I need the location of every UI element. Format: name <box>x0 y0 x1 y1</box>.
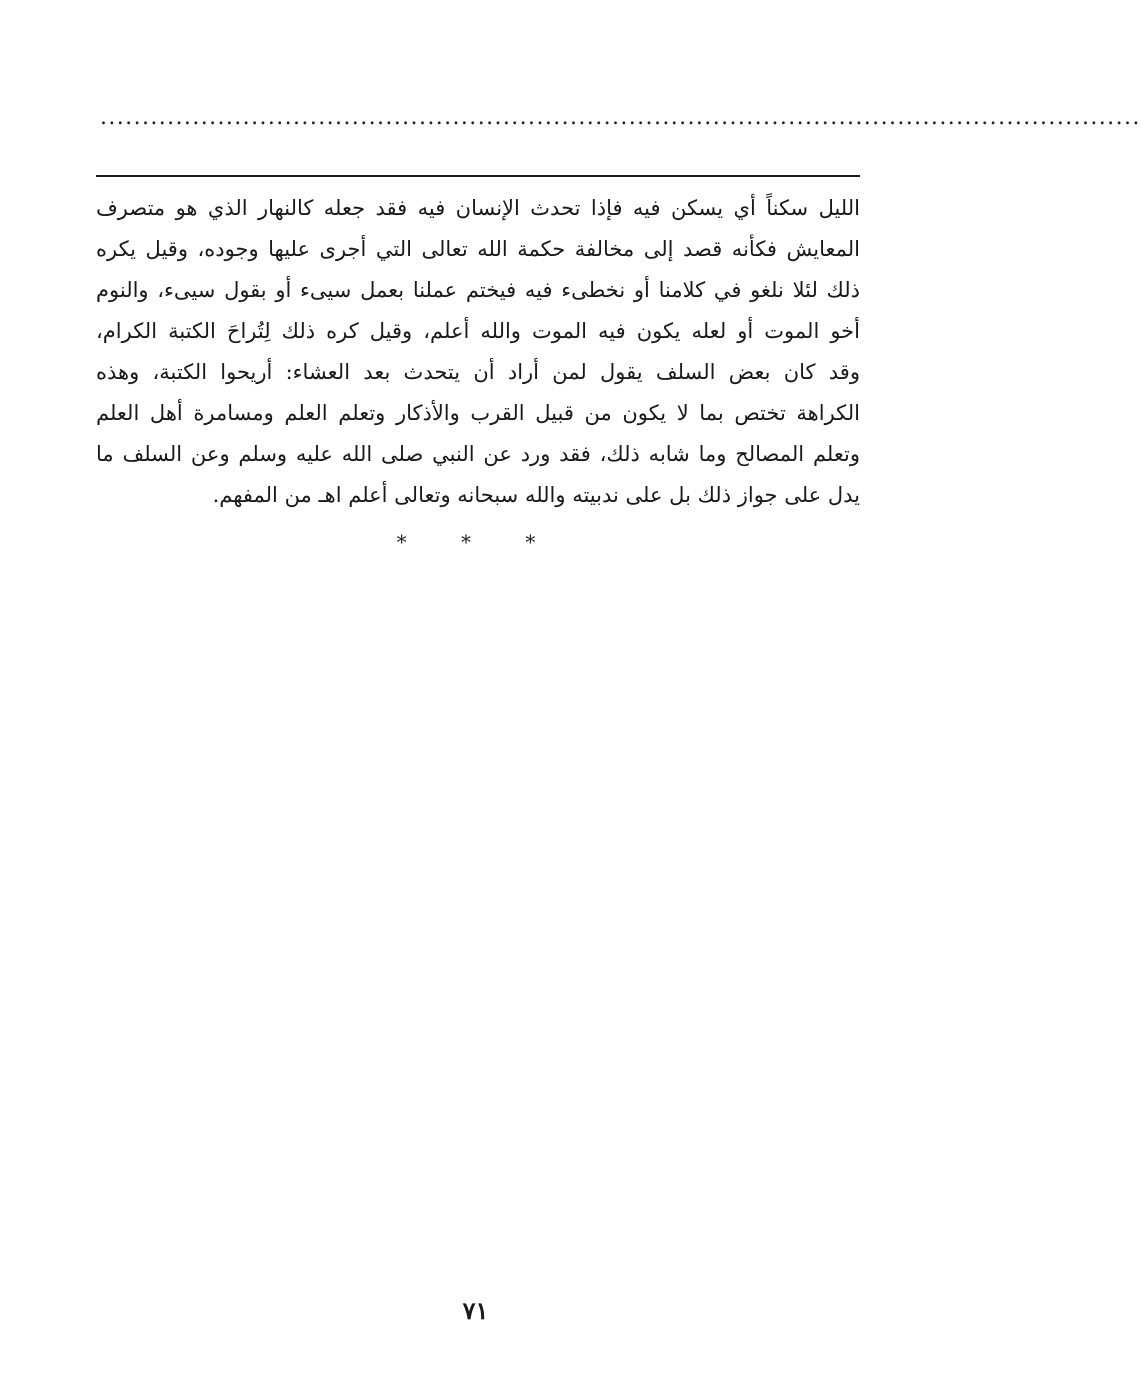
dotted-separator: ............................................................................................................................ <box>100 105 1141 130</box>
section-end-ornament: * * * <box>396 530 560 554</box>
body-paragraph <box>96 188 860 516</box>
text-line: المعايش فكأنه قصد إلى مخالفة حكمة الله تعالى التي أجرى عليها وجوده، وقيل يكره <box>96 237 860 261</box>
text-line: يدل على جواز ذلك بل على ندبيته والله سبحانه وتعالى أعلم اهـ من المفهم. <box>212 483 860 507</box>
text-line: وتعلم المصالح وما شابه ذلك، فقد ورد عن النبي صلى الله عليه وسلم وعن السلف ما <box>96 442 860 466</box>
page-number: ٧١ <box>462 1296 489 1325</box>
text-line: ذلك لئلا نلغو في كلامنا أو نخطىء فيه فيختم عملنا بعمل سيىء أو بقول سيىء، والنوم <box>96 278 860 302</box>
text-line: الكراهة تختص بما لا يكون من قبيل القرب والأذكار وتعلم العلم ومسامرة أهل العلم <box>96 401 860 425</box>
text-line: أخو الموت أو لعله يكون فيه الموت والله أعلم، وقيل كره ذلك لِتُراحَ الكتبة الكرام، <box>96 319 860 343</box>
horizontal-rule <box>96 175 860 177</box>
text-line: وقد كان بعض السلف يقول لمن أراد أن يتحدث بعد العشاء: أريحوا الكتبة، وهذه <box>96 360 860 384</box>
text-line: الليل سكناً أي يسكن فيه فإذا تحدث الإنسان فيه فقد جعله كالنهار الذي هو متصرف <box>96 196 860 220</box>
